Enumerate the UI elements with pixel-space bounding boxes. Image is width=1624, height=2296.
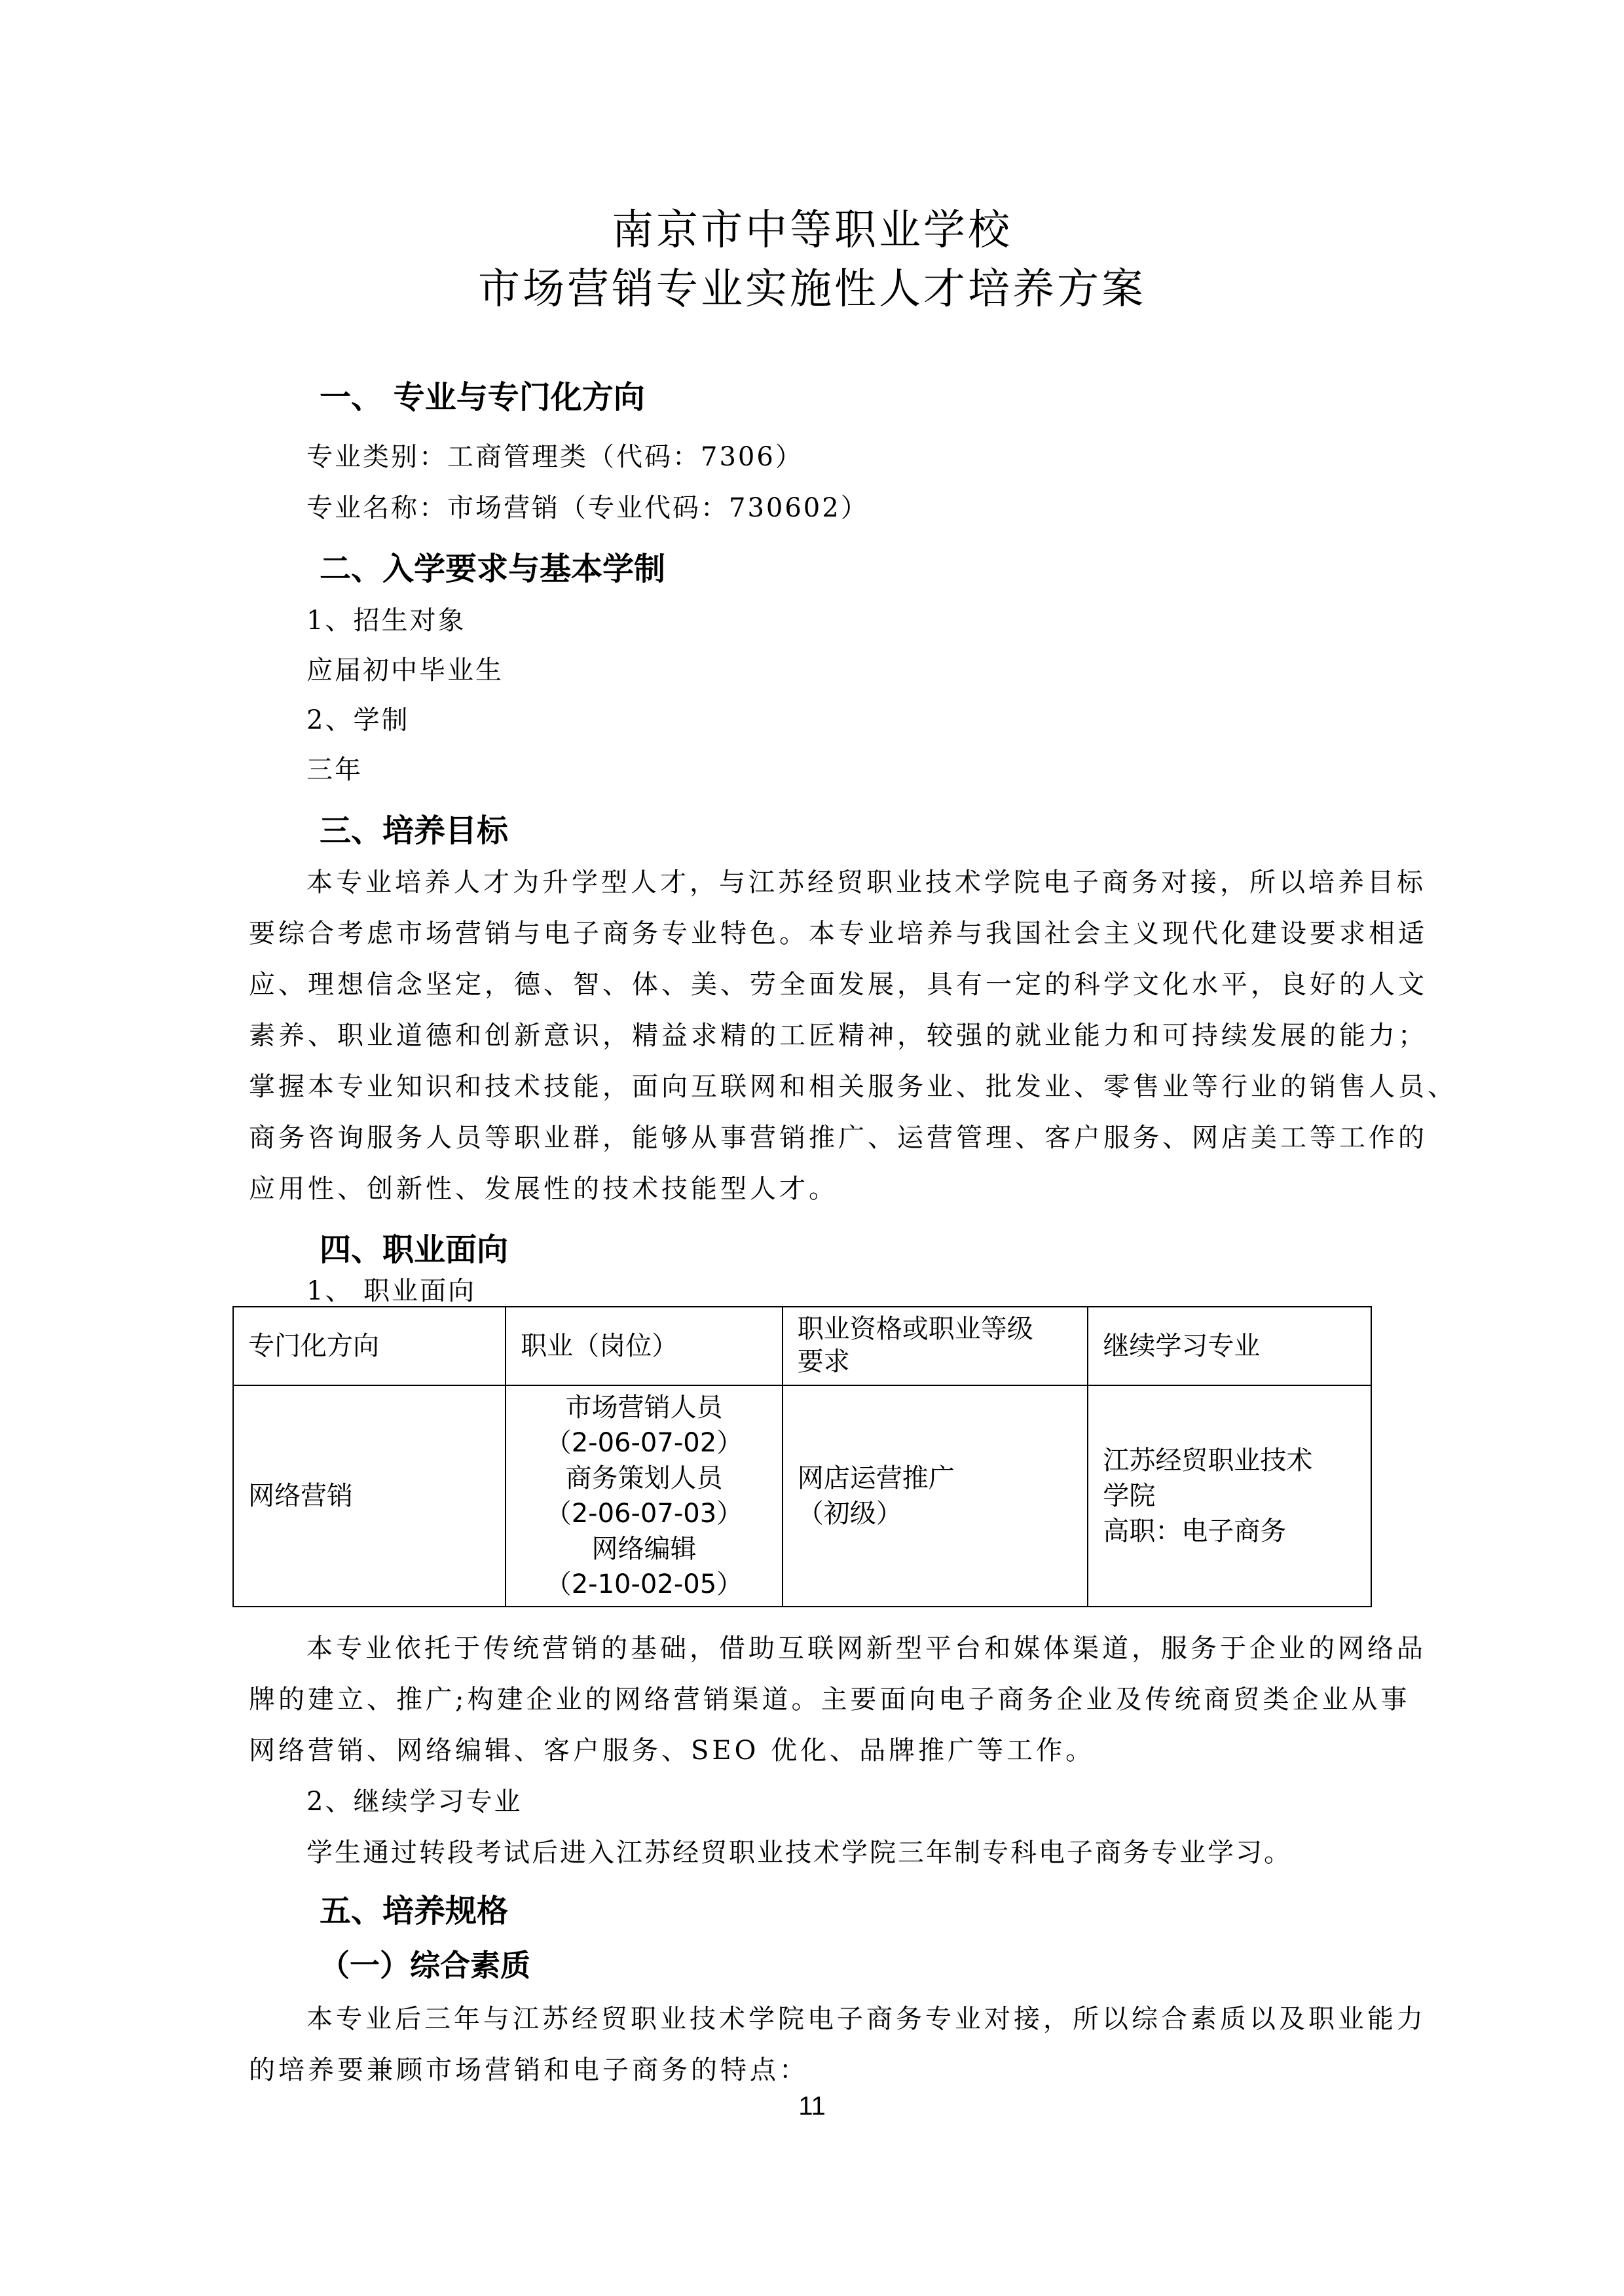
job-line: （2-06-07-03） bbox=[545, 1499, 743, 1529]
quality-paragraph-line: 本专业后三年与江苏经贸职业技术学院电子商务专业对接，所以综合素质以及职业能力 bbox=[306, 2004, 1426, 2034]
job-line: 市场营销人员 bbox=[565, 1393, 723, 1423]
qualification-line: 网店运营推广 bbox=[797, 1463, 955, 1493]
further-study-line: 高职：电子商务 bbox=[1103, 1516, 1287, 1546]
table-cell-qualification bbox=[783, 1385, 1088, 1607]
duration-value: 三年 bbox=[306, 755, 363, 785]
goal-paragraph-line: 应用性、创新性、发展性的技术技能型人才。 bbox=[249, 1174, 838, 1204]
section2-heading: 二、入学要求与基本学制 bbox=[320, 551, 666, 587]
career-orientation-subheading: 1、 职业面向 bbox=[306, 1276, 477, 1306]
goal-paragraph-line: 应、理想信念坚定，德、智、体、美、劳全面发展，具有一定的科学文化水平，良好的人文 bbox=[249, 970, 1428, 1000]
goal-paragraph-line: 素养、职业道德和创新意识，精益求精的工匠精神，较强的就业能力和可持续发展的能力； bbox=[249, 1021, 1428, 1051]
table-header-cell bbox=[783, 1307, 1088, 1385]
goal-paragraph-line: 本专业培养人才为升学型人才，与江苏经贸职业技术学院电子商务对接，所以培养目标 bbox=[306, 867, 1426, 898]
table-cell-direction: 网络营销 bbox=[233, 1385, 506, 1607]
job-line: （2-06-07-02） bbox=[545, 1428, 743, 1458]
duration-label: 2、学制 bbox=[306, 705, 410, 735]
document-title-line2: 市场营销专业实施性人才培养方案 bbox=[478, 265, 1146, 314]
goal-paragraph-line: 商务咨询服务人员等职业群，能够从事营销推广、运营管理、客户服务、网店美工等工作的 bbox=[249, 1123, 1428, 1153]
section5-heading: 五、培养规格 bbox=[320, 1893, 509, 1929]
goal-paragraph-line: 要综合考虑市场营销与电子商务专业特色。本专业培养与我国社会主义现代化建设要求相适 bbox=[249, 919, 1428, 949]
job-line: 商务策划人员 bbox=[565, 1463, 723, 1493]
further-study-line: 学院 bbox=[1103, 1481, 1156, 1511]
table-header-cell: 专门化方向 bbox=[233, 1307, 506, 1385]
further-study-line: 江苏经贸职业技术 bbox=[1103, 1446, 1313, 1476]
goal-paragraph-line: 掌握本专业知识和技术技能，面向互联网和相关服务业、批发业、零售业等行业的销售人员、 bbox=[249, 1072, 1457, 1102]
table-cell-further-study bbox=[1088, 1385, 1371, 1607]
section3-heading: 三、培养目标 bbox=[320, 812, 509, 849]
table-header-row bbox=[233, 1307, 1371, 1385]
orientation-paragraph-line: 网络营销、网络编辑、客户服务、SEO 优化、品牌推广等工作。 bbox=[249, 1736, 1096, 1766]
enrollment-target-label: 1、招生对象 bbox=[306, 606, 466, 636]
page-number: 11 bbox=[798, 2092, 826, 2121]
section4-heading: 四、职业面向 bbox=[320, 1231, 509, 1268]
orientation-paragraph-line: 牌的建立、推广;构建企业的网络营销渠道。主要面向电子商务企业及传统商贸类企业从事 bbox=[249, 1685, 1411, 1715]
quality-paragraph-line: 的培养要兼顾市场营销和电子商务的特点： bbox=[249, 2055, 809, 2085]
document-title-line1: 南京市中等职业学校 bbox=[612, 206, 1012, 255]
table-header-cell: 职业（岗位） bbox=[506, 1307, 783, 1385]
major-name: 专业名称：市场营销（专业代码：730602） bbox=[306, 493, 869, 523]
orientation-paragraph-line: 本专业依托于传统营销的基础，借助互联网新型平台和媒体渠道，服务于企业的网络品 bbox=[306, 1633, 1426, 1664]
job-line: （2-10-02-05） bbox=[545, 1569, 743, 1599]
job-line: 网络编辑 bbox=[591, 1534, 697, 1564]
section1-heading: 一、 专业与专门化方向 bbox=[320, 379, 645, 416]
career-orientation-table bbox=[232, 1306, 1372, 1607]
section5-subheading: （一）综合素质 bbox=[320, 1948, 530, 1983]
enrollment-target-value: 应届初中毕业生 bbox=[306, 655, 504, 685]
table-header-text: 职业资格或职业等级要求 bbox=[797, 1314, 1033, 1377]
table-header-cell: 继续学习专业 bbox=[1088, 1307, 1371, 1385]
qualification-line: （初级） bbox=[797, 1499, 902, 1529]
major-category: 专业类别：工商管理类（代码：7306） bbox=[306, 442, 803, 472]
further-study-text: 学生通过转段考试后进入江苏经贸职业技术学院三年制专科电子商务专业学习。 bbox=[306, 1838, 1292, 1868]
table-cell-jobs bbox=[506, 1385, 783, 1607]
table-row bbox=[233, 1385, 1371, 1607]
further-study-subheading: 2、继续学习专业 bbox=[306, 1787, 523, 1817]
